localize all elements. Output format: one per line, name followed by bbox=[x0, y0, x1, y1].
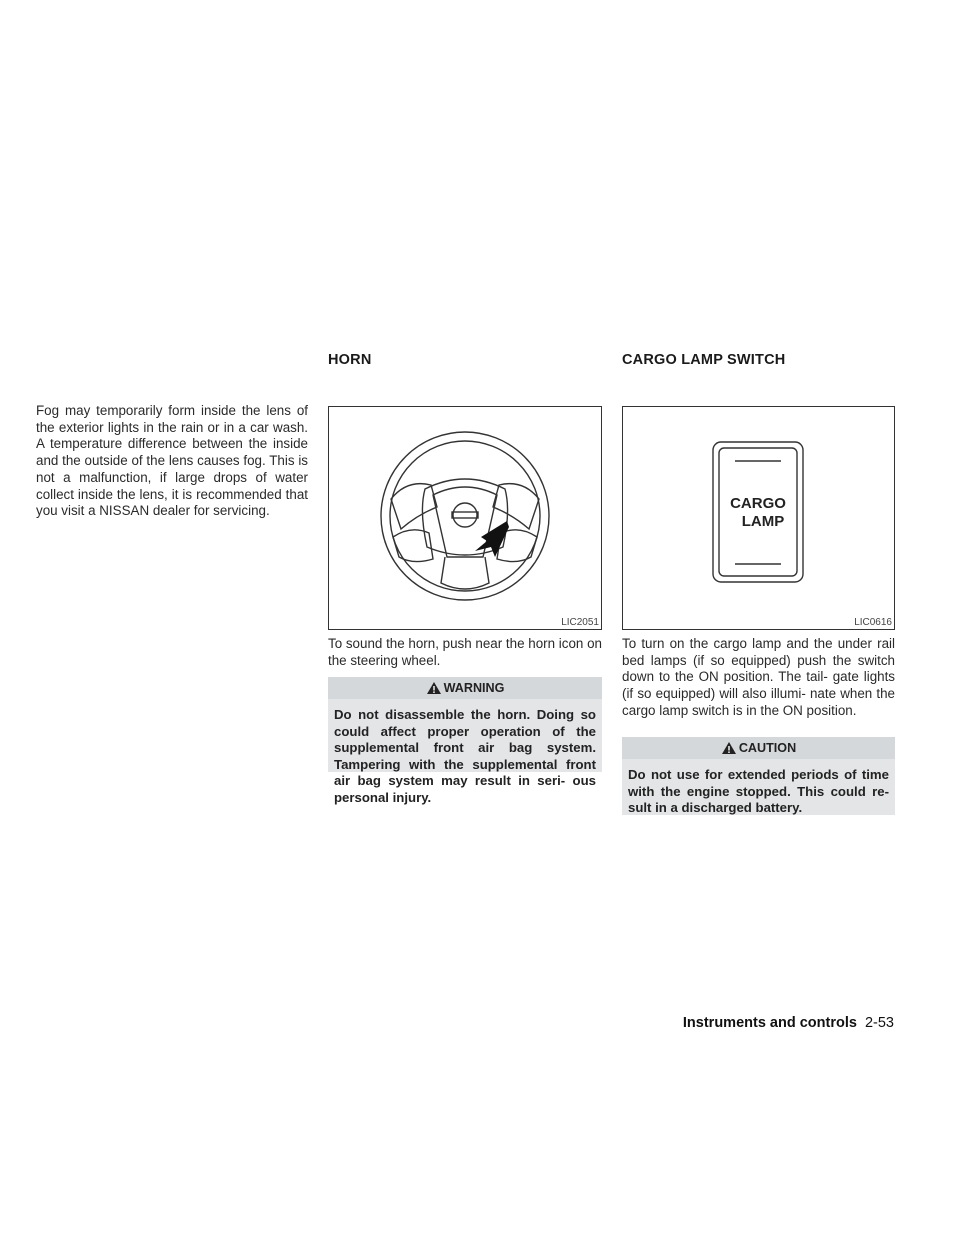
caution-text: Do not use for extended periods of time with the engine stopped. This could re- sult in a discharged battery. bbox=[628, 767, 889, 816]
warning-label: WARNING bbox=[443, 681, 505, 695]
cargo-switch-label-line1: CARGO bbox=[730, 495, 786, 512]
footer-page-number: 2-53 bbox=[864, 1015, 894, 1031]
caution-icon bbox=[721, 741, 737, 755]
cargo-switch-label-line2: LAMP bbox=[741, 513, 785, 530]
cargo-lamp-heading: CARGO LAMP SWITCH bbox=[622, 352, 786, 368]
cargo-lamp-paragraph: To turn on the cargo lamp and the under rail bed lamps (if so equipped) push the switch down to the ON position. The tail- gate lights (if so equipped) will also illumi- nate when the cargo lamp switch is in the ON position. bbox=[622, 636, 895, 718]
footer-section: Instruments and controls bbox=[682, 1015, 857, 1031]
caution-label: CAUTION bbox=[738, 741, 797, 755]
horn-figure bbox=[328, 406, 602, 630]
warning-box bbox=[328, 677, 602, 805]
page-footer bbox=[683, 1015, 894, 1031]
horn-heading: HORN bbox=[328, 352, 372, 368]
warning-icon bbox=[426, 681, 442, 695]
cargo-switch-label bbox=[719, 495, 797, 531]
horn-paragraph: To sound the horn, push near the horn icon on the steering wheel. bbox=[328, 636, 602, 668]
fog-paragraph: Fog may temporarily form inside the lens of the exterior lights in the rain or in a car wash. A temperature difference between the inside and the outside of the lens causes fog. This is not a malfunction, if large drops of water collect inside the lens, it is recommended that you visit a NISSAN dealer for servicing. bbox=[36, 403, 308, 519]
warning-header bbox=[328, 677, 602, 699]
steering-wheel-illustration bbox=[329, 407, 601, 629]
figure-code: LIC0616 bbox=[854, 617, 892, 628]
warning-text: Do not disassemble the horn. Doing so could affect proper operation of the supplemental front air bag system. Tampering with the supplemental front air bag system may result in seri- ous personal injury. bbox=[334, 707, 596, 805]
caution-box bbox=[622, 737, 895, 815]
cargo-lamp-figure bbox=[622, 406, 895, 630]
figure-code: LIC2051 bbox=[561, 617, 599, 628]
caution-header bbox=[622, 737, 895, 759]
